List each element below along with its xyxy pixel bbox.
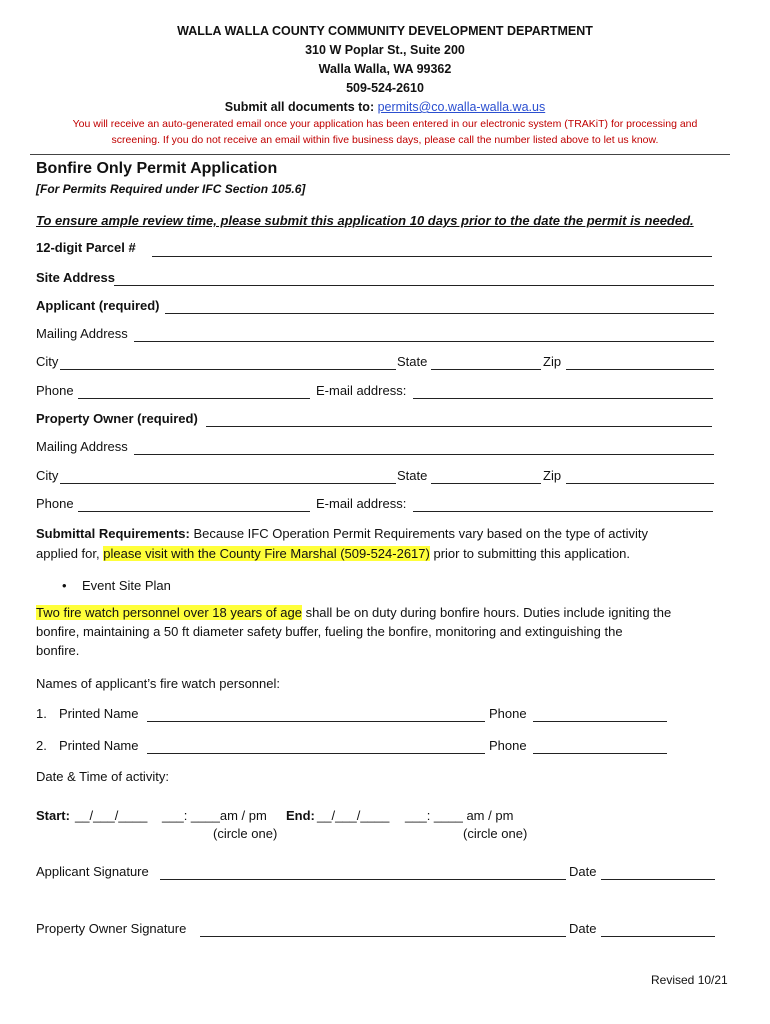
personnel-1-name-label: Printed Name bbox=[59, 706, 139, 721]
applicant-zip-field[interactable] bbox=[566, 369, 714, 370]
owner-email-label: E-mail address: bbox=[316, 496, 407, 511]
parcel-label: 12-digit Parcel # bbox=[36, 240, 136, 255]
applicant-state-label: State bbox=[397, 354, 428, 369]
applicant-email-field[interactable] bbox=[413, 398, 713, 399]
owner-label: Property Owner (required) bbox=[36, 411, 198, 426]
applicant-date-label: Date bbox=[569, 864, 597, 879]
owner-date-label: Date bbox=[569, 921, 597, 936]
bullet-icon: • bbox=[62, 578, 67, 593]
fire-watch-names-label: Names of applicant’s fire watch personnel: bbox=[36, 676, 280, 691]
owner-zip-label: Zip bbox=[543, 468, 562, 483]
requirements-text-1: Because IFC Operation Permit Requirements vary based on the type of activity bbox=[193, 526, 648, 541]
owner-city-label: City bbox=[36, 468, 59, 483]
owner-email-field[interactable] bbox=[413, 511, 713, 512]
start-time-field[interactable]: ___: ____am / pm bbox=[162, 808, 267, 823]
department-city: Walla Walla, WA 99362 bbox=[318, 62, 452, 76]
end-date-field[interactable]: __/___/____ bbox=[317, 808, 390, 823]
personnel-1-phone-field[interactable] bbox=[533, 721, 667, 722]
applicant-city-label: City bbox=[36, 354, 59, 369]
form-title: Bonfire Only Permit Application bbox=[36, 160, 278, 177]
personnel-1-phone-label: Phone bbox=[489, 706, 527, 721]
form-subtitle: [For Permits Required under IFC Section 105.6] bbox=[36, 182, 306, 196]
requirements-label: Submittal Requirements: bbox=[36, 526, 190, 541]
owner-state-field[interactable] bbox=[431, 483, 541, 484]
requirements-text-2-post: prior to submitting this application. bbox=[433, 546, 631, 561]
firewatch-line-2: bonfire, maintaining a 50 ft diameter safety buffer, fueling the bonfire, monitoring and extinguishing the bbox=[36, 624, 623, 639]
applicant-signature-field[interactable] bbox=[160, 879, 566, 880]
owner-city-field[interactable] bbox=[60, 483, 396, 484]
submit-label: Submit all documents to: bbox=[224, 100, 375, 114]
applicant-email-label: E-mail address: bbox=[316, 383, 407, 398]
requirements-line-2 bbox=[36, 544, 630, 564]
personnel-1-number: 1. bbox=[36, 706, 47, 721]
owner-zip-field[interactable] bbox=[566, 483, 714, 484]
personnel-2-name-field[interactable] bbox=[147, 753, 485, 754]
requirements-line-1 bbox=[36, 524, 648, 544]
owner-mailing-field[interactable] bbox=[134, 454, 714, 455]
applicant-mailing-label: Mailing Address bbox=[36, 326, 128, 341]
firewatch-line-1-rest: shall be on duty during bonfire hours. Duties include igniting the bbox=[305, 605, 672, 620]
personnel-1-name-field[interactable] bbox=[147, 721, 485, 722]
instruction-text: To ensure ample review time, please submit this application 10 days prior to the date the permit is needed. bbox=[36, 213, 694, 228]
site-address-field[interactable] bbox=[114, 285, 714, 286]
firewatch-line-3: bonfire. bbox=[36, 643, 80, 658]
applicant-mailing-field[interactable] bbox=[134, 341, 714, 342]
notice-line-2: screening. If you do not receive an email within five business days, please call the number listed above to let us know. bbox=[111, 134, 659, 146]
personnel-2-phone-field[interactable] bbox=[533, 753, 667, 754]
owner-state-label: State bbox=[397, 468, 428, 483]
date-time-label: Date & Time of activity: bbox=[36, 769, 169, 784]
firewatch-highlight: Two fire watch personnel over 18 years of age bbox=[36, 605, 302, 620]
header-divider bbox=[30, 154, 730, 155]
fire-marshal-highlight: please visit with the County Fire Marshal (509-524-2617) bbox=[103, 546, 430, 561]
applicant-zip-label: Zip bbox=[543, 354, 562, 369]
applicant-date-field[interactable] bbox=[601, 879, 715, 880]
personnel-2-name-label: Printed Name bbox=[59, 738, 139, 753]
applicant-signature-label: Applicant Signature bbox=[36, 864, 149, 879]
department-name: WALLA WALLA COUNTY COMMUNITY DEVELOPMENT DEPARTMENT bbox=[177, 24, 593, 38]
department-address: 310 W Poplar St., Suite 200 bbox=[305, 43, 465, 57]
applicant-phone-field[interactable] bbox=[78, 398, 310, 399]
firewatch-line-1 bbox=[36, 603, 671, 623]
applicant-field[interactable] bbox=[165, 313, 714, 314]
owner-mailing-label: Mailing Address bbox=[36, 439, 128, 454]
owner-phone-field[interactable] bbox=[78, 511, 310, 512]
end-circle-one: (circle one) bbox=[463, 826, 528, 841]
submit-line bbox=[0, 100, 770, 114]
parcel-field[interactable] bbox=[152, 256, 712, 257]
applicant-phone-label: Phone bbox=[36, 383, 74, 398]
site-address-label: Site Address bbox=[36, 270, 115, 285]
department-phone: 509-524-2610 bbox=[346, 81, 424, 95]
applicant-label: Applicant (required) bbox=[36, 298, 160, 313]
owner-signature-label: Property Owner Signature bbox=[36, 921, 187, 936]
personnel-2-phone-label: Phone bbox=[489, 738, 527, 753]
requirements-text-2-pre: applied for, bbox=[36, 546, 100, 561]
start-date-field[interactable]: __/___/____ bbox=[75, 808, 148, 823]
start-circle-one: (circle one) bbox=[213, 826, 278, 841]
owner-field[interactable] bbox=[206, 426, 712, 427]
end-time-field[interactable]: ___: ____ am / pm bbox=[405, 808, 514, 823]
owner-signature-field[interactable] bbox=[200, 936, 566, 937]
owner-date-field[interactable] bbox=[601, 936, 715, 937]
start-label: Start: bbox=[36, 808, 70, 823]
email-link[interactable]: permits@co.walla-walla.wa.us bbox=[377, 100, 546, 114]
applicant-city-field[interactable] bbox=[60, 369, 396, 370]
owner-phone-label: Phone bbox=[36, 496, 74, 511]
personnel-2-number: 2. bbox=[36, 738, 47, 753]
event-site-plan-item: Event Site Plan bbox=[82, 578, 171, 593]
notice-line-1: You will receive an auto-generated email once your application has been entered in our electronic system (TRAKiT) for processing and bbox=[72, 118, 698, 130]
revised-date: Revised 10/21 bbox=[651, 973, 728, 987]
applicant-state-field[interactable] bbox=[431, 369, 541, 370]
end-label: End: bbox=[286, 808, 315, 823]
